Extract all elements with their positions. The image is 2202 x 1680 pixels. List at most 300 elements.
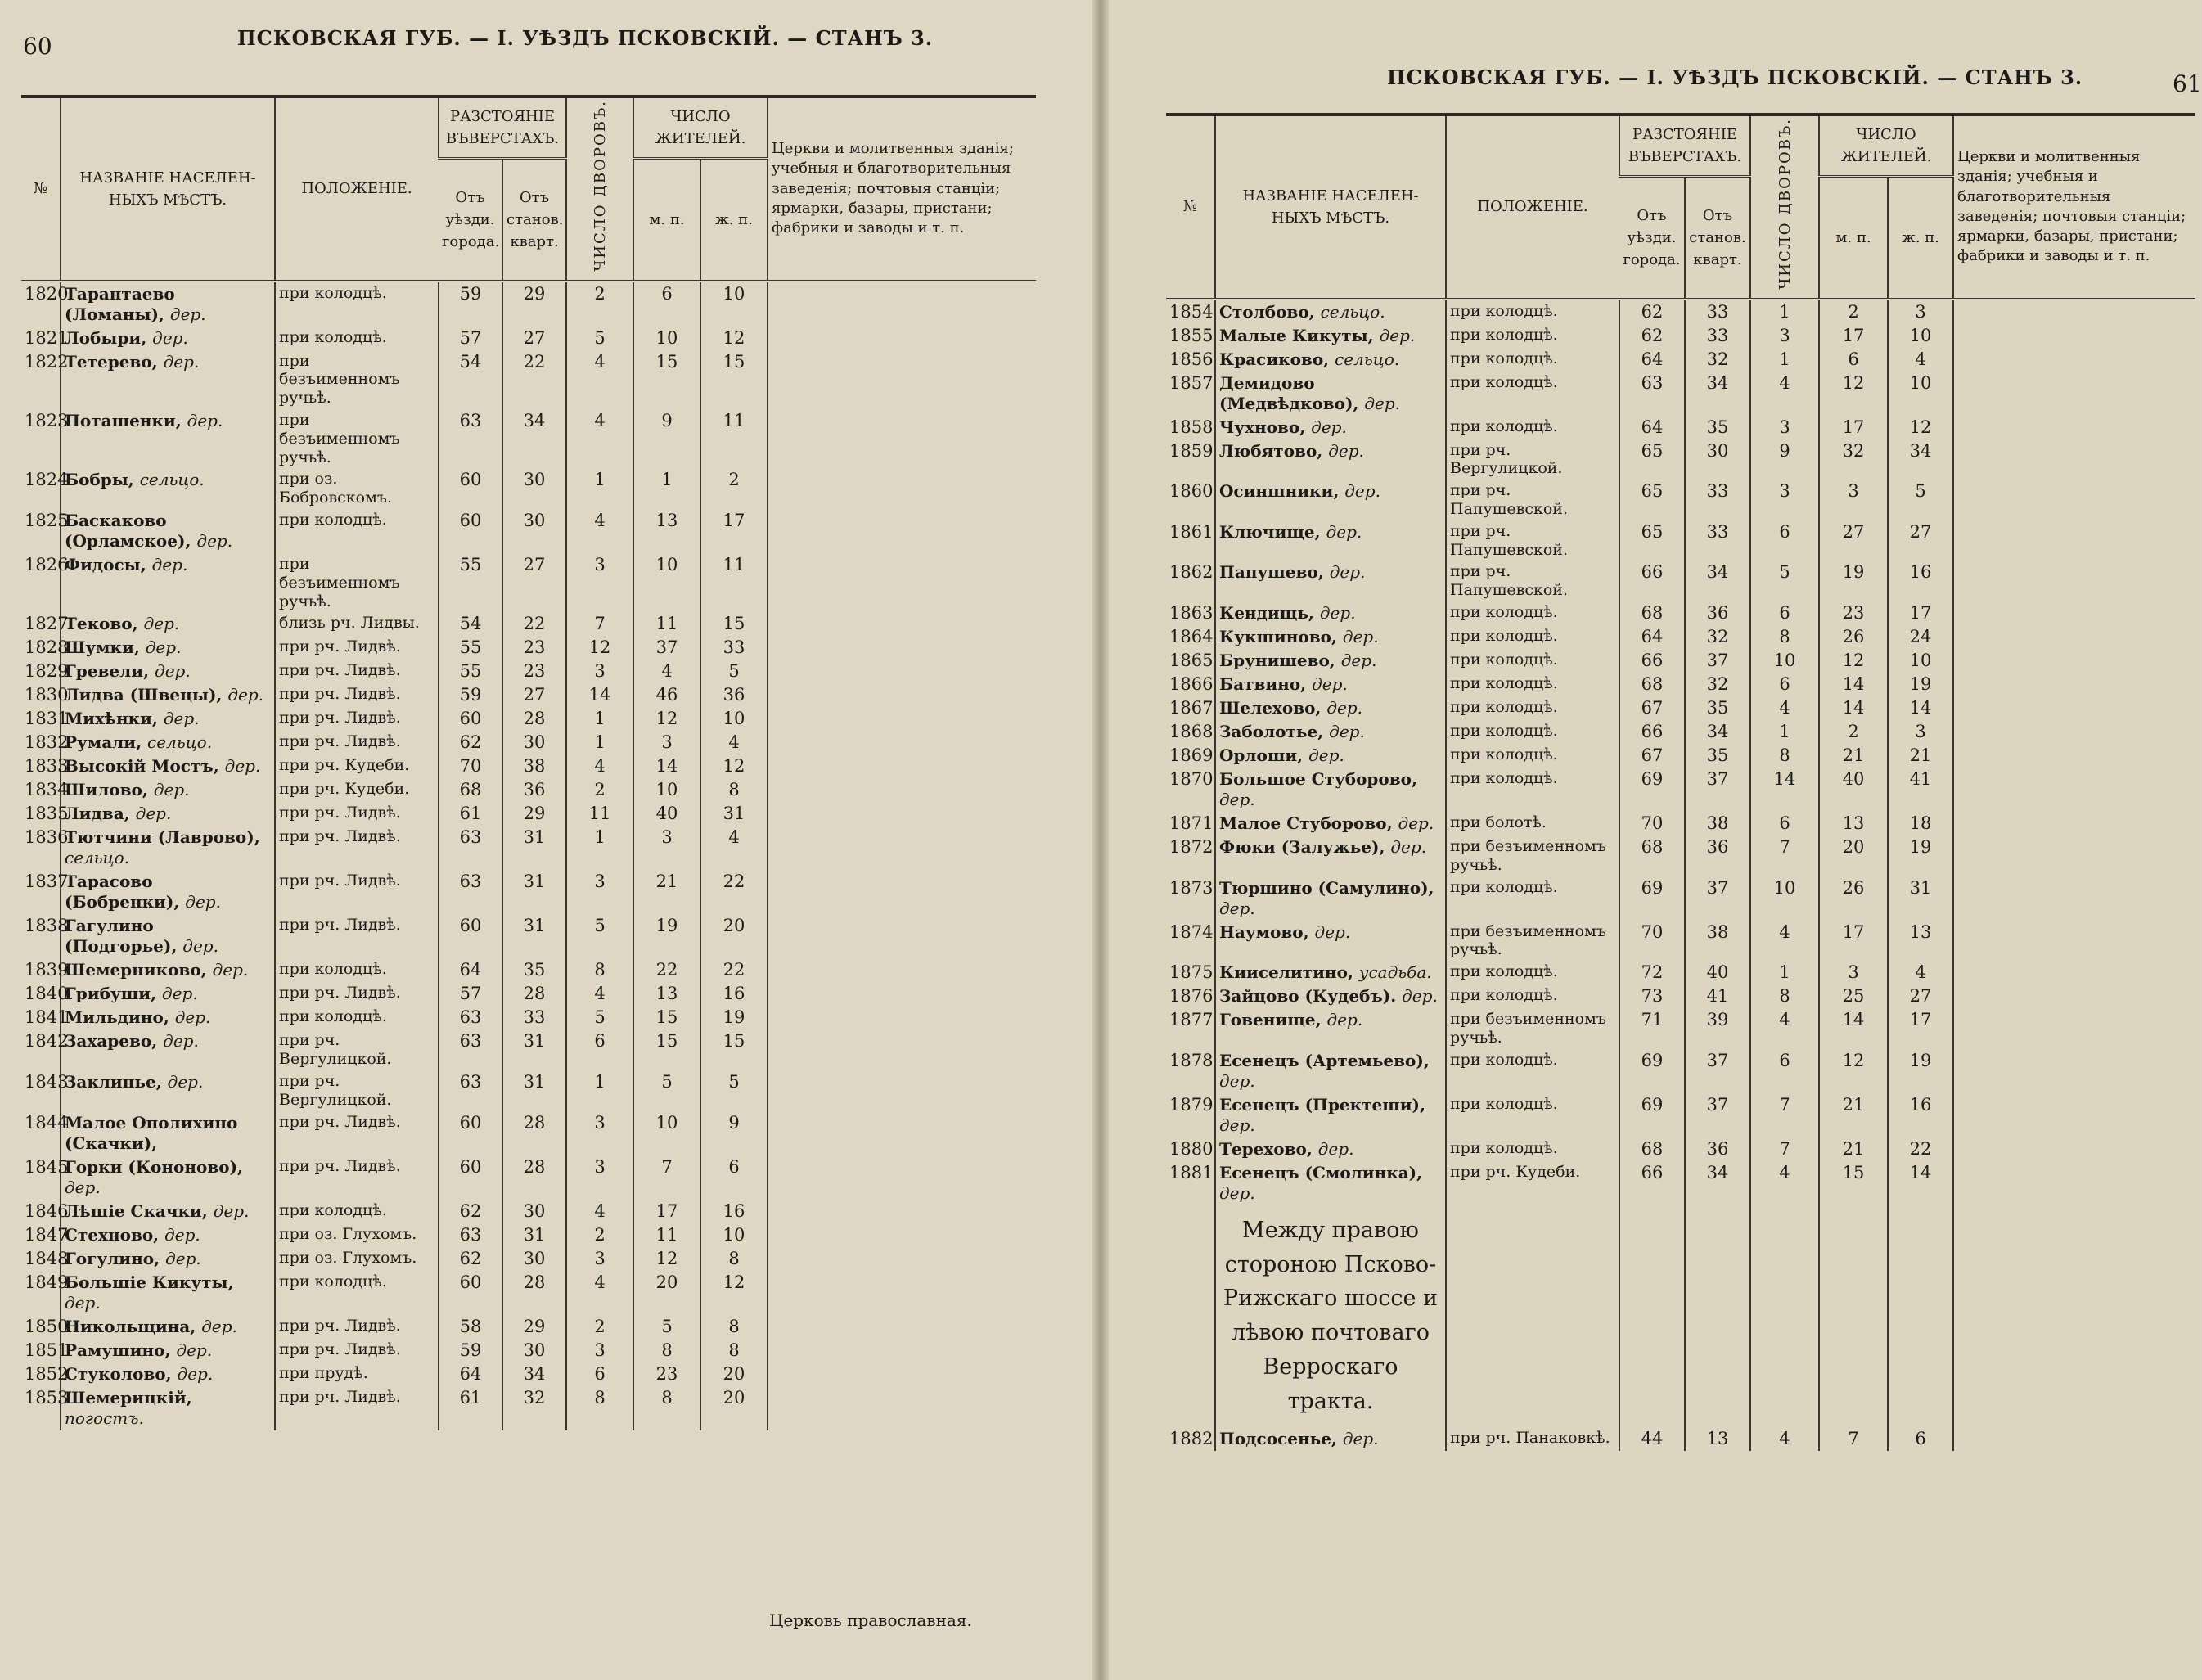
settlement-name-text: Мильдино, [65, 1007, 169, 1028]
distance-from-station: 38 [502, 754, 566, 778]
table-row [1166, 835, 2195, 876]
notes-cell [1953, 921, 2195, 962]
row-number: 1851 [25, 1340, 69, 1360]
male-count: 15 [633, 1006, 700, 1029]
position: при рч. Лидвѣ. [275, 660, 439, 683]
female-count: 18 [1888, 812, 1953, 835]
households: 1 [1750, 720, 1819, 744]
table-row [1166, 1049, 2195, 1093]
settlement-name [1215, 1049, 1446, 1093]
distance-from-city: 62 [1619, 324, 1685, 348]
col-name: НАЗВАНІЕ НАСЕЛЕН-НЫХЪ МѢСТЪ. [61, 97, 275, 281]
settlement-name-text: Наумово, [1219, 921, 1309, 942]
distance-from-station: 28 [502, 1271, 566, 1315]
notes-cell [768, 683, 1036, 707]
households: 7 [566, 612, 633, 636]
position: при колодцѣ. [1446, 299, 1619, 324]
male-count: 8 [633, 1339, 700, 1362]
settlement-name [1215, 601, 1446, 625]
row-number: 1855 [1169, 325, 1214, 345]
distance-from-city: 61 [439, 1386, 502, 1430]
female-count: 10 [700, 1223, 768, 1247]
settlement-name [1215, 768, 1446, 812]
distance-from-city: 72 [1619, 961, 1685, 984]
distance-from-city: 59 [439, 1339, 502, 1362]
distance-from-station: 33 [1685, 324, 1750, 348]
row-number: 1839 [25, 960, 69, 980]
settlement-type: дер. [153, 780, 190, 800]
female-count: 12 [700, 327, 768, 350]
settlement-name [61, 754, 275, 778]
distance-from-city: 67 [1619, 744, 1685, 768]
distance-from-city: 64 [439, 1362, 502, 1386]
church-note: Церковь православная. [769, 1610, 972, 1630]
settlement-name [61, 778, 275, 802]
position: при колодцѣ. [275, 1271, 439, 1315]
position: при рч. Лидвѣ. [275, 1339, 439, 1362]
row-number: 1826 [25, 555, 69, 574]
table-row [1166, 673, 2195, 696]
settlement-name-text: Бобры, [65, 470, 134, 490]
settlement-name-text: Малое Ополихино (Скачки), [65, 1112, 238, 1153]
settlement-name [1215, 1161, 1446, 1205]
households: 3 [566, 1339, 633, 1362]
settlement-name-text: Орлоши, [1219, 745, 1304, 765]
households: 9 [1750, 439, 1819, 480]
row-number: 1827 [25, 614, 69, 634]
notes-cell [768, 707, 1036, 731]
distance-from-station: 35 [1685, 744, 1750, 768]
settlement-name-text: Демидово (Медвѣдково), [1219, 372, 1359, 413]
distance-from-city: 66 [1619, 649, 1685, 673]
position: при колодцѣ. [1446, 720, 1619, 744]
distance-from-station: 27 [502, 327, 566, 350]
male-count: 21 [1819, 1137, 1888, 1161]
female-count: 31 [700, 802, 768, 826]
settlement-name-text: Есенецъ (Артемьево), [1219, 1050, 1430, 1070]
households: 2 [566, 778, 633, 802]
distance-from-city: 64 [1619, 625, 1685, 649]
table-row [21, 826, 1036, 870]
page-number: 60 [23, 33, 52, 60]
female-count: 14 [1888, 1161, 1953, 1205]
settlement-name [1215, 673, 1446, 696]
households: 4 [1750, 1427, 1819, 1451]
notes-cell [1953, 561, 2195, 601]
table-row [21, 1386, 1036, 1430]
col-male: м. п. [1819, 176, 1888, 299]
households: 2 [566, 281, 633, 327]
table-row [21, 636, 1036, 660]
position: при рч. Папушевской. [1446, 561, 1619, 601]
female-count: 22 [700, 870, 768, 914]
female-count: 8 [700, 1339, 768, 1362]
female-count: 10 [1888, 372, 1953, 416]
distance-from-station: 36 [1685, 1137, 1750, 1161]
table-row [1166, 876, 2195, 921]
row-number: 1857 [1169, 372, 1214, 393]
distance-from-city: 71 [1619, 1008, 1685, 1049]
male-count: 19 [1819, 561, 1888, 601]
settlement-type: сельцо. [1320, 301, 1385, 322]
distance-from-city: 58 [439, 1315, 502, 1339]
notes-cell [1953, 696, 2195, 720]
table-row [1166, 625, 2195, 649]
col-notes: Церкви и молитвенныя зданія; учебныя и благотворительныя заведенія; почтовыя станціи; ярмарки, базары, пристани; фабрики и заводы и т. п. [768, 97, 1036, 281]
notes-cell [768, 1247, 1036, 1271]
settlement-name [61, 826, 275, 870]
female-count: 31 [1888, 876, 1953, 921]
settlement-name-text: Столбово, [1219, 301, 1315, 322]
households: 11 [566, 802, 633, 826]
settlement-name [61, 660, 275, 683]
distance-from-station: 31 [502, 1223, 566, 1247]
households: 6 [1750, 1049, 1819, 1093]
table-row [1166, 299, 2195, 324]
female-count: 12 [1888, 416, 1953, 439]
households: 8 [1750, 625, 1819, 649]
row-number: 1877 [1169, 1010, 1214, 1030]
position: при оз. Бобровскомъ. [275, 468, 439, 509]
female-count: 22 [1888, 1137, 1953, 1161]
settlement-name-text: Баскаково (Орламское), [65, 511, 191, 551]
female-count: 4 [1888, 961, 1953, 984]
settlement-type: дер. [1326, 698, 1363, 718]
table-row [21, 958, 1036, 982]
settlement-name [61, 1339, 275, 1362]
notes-cell [768, 914, 1036, 958]
table-row [21, 1111, 1036, 1155]
position: близь рч. Лидвы. [275, 612, 439, 636]
row-number: 1871 [1169, 813, 1214, 833]
settlement-name [61, 1223, 275, 1247]
settlement-name-text: Грибуши, [65, 984, 157, 1004]
notes-cell [1953, 348, 2195, 372]
distance-from-station: 32 [1685, 673, 1750, 696]
settlement-name [61, 731, 275, 754]
notes-cell [768, 1386, 1036, 1430]
female-count: 3 [1888, 299, 1953, 324]
settlement-type: дер. [1314, 921, 1351, 942]
table-row [21, 731, 1036, 754]
col-position: ПОЛОЖЕНІЕ. [1446, 115, 1619, 299]
male-count: 12 [633, 1247, 700, 1271]
female-count: 27 [1888, 984, 1953, 1008]
notes-cell [768, 1339, 1036, 1362]
row-number: 1846 [25, 1200, 69, 1221]
female-count: 24 [1888, 625, 1953, 649]
notes-cell [768, 1155, 1036, 1200]
distance-from-station: 36 [1685, 601, 1750, 625]
notes-cell [768, 826, 1036, 870]
position: при колодцѣ. [1446, 876, 1619, 921]
settlement-name-text: Лидва, [65, 804, 130, 824]
settlement-type: сельцо. [1335, 349, 1400, 369]
distance-from-city: 66 [1619, 561, 1685, 601]
position: при колодцѣ. [1446, 416, 1619, 439]
settlement-name-text: Малое Стуборово, [1219, 813, 1393, 833]
settlement-name-text: Ключище, [1219, 521, 1321, 542]
male-count: 6 [633, 281, 700, 327]
left-page [0, 0, 1092, 1680]
settlement-name [1215, 961, 1446, 984]
distance-from-station: 33 [502, 1006, 566, 1029]
female-count: 16 [1888, 1093, 1953, 1137]
notes-cell [1953, 439, 2195, 480]
settlement-type: дер. [1219, 1182, 1255, 1203]
male-count: 23 [1819, 601, 1888, 625]
distance-from-city: 63 [439, 826, 502, 870]
notes-cell [768, 958, 1036, 982]
notes-cell [768, 1271, 1036, 1315]
female-count: 3 [1888, 720, 1953, 744]
notes-cell [768, 802, 1036, 826]
male-count: 15 [1819, 1161, 1888, 1205]
notes-cell [768, 350, 1036, 409]
male-count: 22 [633, 958, 700, 982]
distance-from-station: 27 [502, 683, 566, 707]
notes-cell [1953, 625, 2195, 649]
row-number: 1841 [25, 1007, 69, 1028]
male-count: 3 [1819, 961, 1888, 984]
settlement-type: дер. [143, 614, 180, 634]
households: 3 [566, 1155, 633, 1200]
distance-from-city: 68 [439, 778, 502, 802]
settlement-name-text: Шемерниково, [65, 960, 207, 980]
distance-from-station: 28 [502, 1155, 566, 1200]
settlement-name [1215, 625, 1446, 649]
settlement-type: дер. [176, 1340, 213, 1360]
settlement-name-text: Тюршино (Самулино), [1219, 877, 1434, 898]
table-row [21, 468, 1036, 509]
col-number: № [1166, 115, 1215, 299]
distance-from-city: 69 [1619, 876, 1685, 921]
settlement-name-text: Брунишево, [1219, 651, 1335, 670]
settlement-name-text: Кииселитино, [1219, 962, 1353, 983]
households: 2 [566, 1223, 633, 1247]
households: 7 [1750, 835, 1819, 876]
distance-from-station: 30 [502, 1339, 566, 1362]
male-count: 6 [1819, 348, 1888, 372]
male-count: 1 [633, 468, 700, 509]
male-count: 10 [633, 553, 700, 612]
distance-from-city: 63 [439, 1223, 502, 1247]
position: при колодцѣ. [275, 327, 439, 350]
row-number: 1862 [1169, 562, 1214, 583]
settlement-name-text: Захарево, [65, 1031, 158, 1052]
distance-from-station: 30 [502, 468, 566, 509]
settlement-name-text: Большое Стуборово, [1219, 769, 1417, 789]
settlement-name [61, 914, 275, 958]
female-count: 19 [1888, 673, 1953, 696]
settlement-name-text: Стуколово, [65, 1363, 172, 1384]
households: 4 [1750, 1008, 1819, 1049]
distance-from-station: 13 [1685, 1427, 1750, 1451]
households: 4 [1750, 372, 1819, 416]
households: 3 [1750, 416, 1819, 439]
distance-from-station: 34 [502, 409, 566, 468]
settlement-name-text: Заболотье, [1219, 722, 1324, 741]
table-row [1166, 1008, 2195, 1049]
distance-from-station: 30 [502, 731, 566, 754]
distance-from-station: 33 [1685, 480, 1750, 520]
households: 7 [1750, 1137, 1819, 1161]
female-count: 33 [700, 636, 768, 660]
distance-from-city: 62 [439, 1247, 502, 1271]
row-number: 1859 [1169, 440, 1214, 461]
distance-from-city: 70 [1619, 921, 1685, 962]
notes-cell [768, 1029, 1036, 1070]
notes-cell [1953, 1049, 2195, 1093]
notes-cell [768, 612, 1036, 636]
settlement-type: усадьба. [1358, 962, 1432, 983]
distance-from-city: 60 [439, 468, 502, 509]
distance-from-station: 23 [502, 660, 566, 683]
households: 3 [566, 1247, 633, 1271]
settlement-type: дер. [1319, 603, 1356, 623]
settlement-name-text: Говенище, [1219, 1010, 1322, 1030]
notes-cell [768, 982, 1036, 1006]
female-count: 11 [700, 409, 768, 468]
households: 1 [566, 826, 633, 870]
notes-cell [1953, 1427, 2195, 1451]
female-count: 12 [700, 1271, 768, 1315]
female-count: 17 [1888, 601, 1953, 625]
male-count: 20 [633, 1271, 700, 1315]
settlement-name-text: Кендищь, [1219, 603, 1314, 623]
distance-from-city: 55 [439, 553, 502, 612]
notes-cell [768, 327, 1036, 350]
distance-from-city: 69 [1619, 768, 1685, 812]
male-count: 17 [633, 1200, 700, 1223]
gutter [1092, 0, 1109, 1680]
notes-cell [1953, 601, 2195, 625]
position: при колодцѣ. [275, 509, 439, 553]
households: 4 [566, 509, 633, 553]
distance-from-city: 57 [439, 982, 502, 1006]
table-row [21, 1271, 1036, 1315]
distance-from-station: 22 [502, 350, 566, 409]
households: 2 [566, 1315, 633, 1339]
settlement-name [61, 683, 275, 707]
row-number: 1824 [25, 470, 69, 490]
households: 6 [1750, 673, 1819, 696]
distance-from-city: 59 [439, 683, 502, 707]
distance-from-station: 37 [1685, 1049, 1750, 1093]
row-number: 1834 [25, 780, 69, 800]
notes-cell [1953, 1008, 2195, 1049]
position: при колодцѣ. [1446, 324, 1619, 348]
position: при безъименномъ ручьѣ. [275, 350, 439, 409]
table-row [21, 778, 1036, 802]
col-from-station: Отъ станов. кварт. [1685, 176, 1750, 299]
settlement-type: дер. [163, 1031, 199, 1052]
settlement-type: дер. [212, 960, 249, 980]
notes-cell [768, 1006, 1036, 1029]
settlement-type: дер. [145, 637, 182, 658]
settlement-name-text: Есенецъ (Пректеши), [1219, 1094, 1425, 1115]
households: 14 [1750, 768, 1819, 812]
col-from-station: Отъ станов. кварт. [502, 158, 566, 281]
position: при рч. Вергулицкой. [1446, 439, 1619, 480]
settlement-name [61, 1386, 275, 1430]
table-row [1166, 921, 2195, 962]
row-number: 1822 [25, 351, 69, 372]
table-row [1166, 812, 2195, 835]
settlement-name [1215, 649, 1446, 673]
settlement-name-text: Батвино, [1219, 674, 1307, 694]
position: при колодцѣ. [1446, 744, 1619, 768]
row-number: 1847 [25, 1224, 69, 1245]
settlement-name-text: Шелехово, [1219, 698, 1322, 718]
notes-cell [768, 468, 1036, 509]
distance-from-city: 55 [439, 636, 502, 660]
distance-from-station: 30 [502, 509, 566, 553]
distance-from-station: 34 [1685, 561, 1750, 601]
households: 4 [566, 1271, 633, 1315]
female-count: 22 [700, 958, 768, 982]
female-count: 41 [1888, 768, 1953, 812]
table-row [21, 1223, 1036, 1247]
male-count: 14 [1819, 673, 1888, 696]
col-male: м. п. [633, 158, 700, 281]
distance-from-station: 32 [1685, 348, 1750, 372]
female-count: 15 [700, 1029, 768, 1070]
row-number: 1870 [1169, 769, 1214, 789]
col-position: ПОЛОЖЕНІЕ. [275, 97, 439, 281]
distance-from-city: 57 [439, 327, 502, 350]
table-row [1166, 744, 2195, 768]
settlement-name-text: Рамушино, [65, 1340, 171, 1360]
settlement-type: дер. [1379, 325, 1416, 345]
male-count: 25 [1819, 984, 1888, 1008]
settlement-name-text: Горки (Кононово), [65, 1156, 243, 1177]
distance-from-station: 33 [1685, 520, 1750, 561]
position: при рч. Лидвѣ. [275, 826, 439, 870]
position: при безъименномъ ручьѣ. [1446, 1008, 1619, 1049]
row-number: 1821 [25, 327, 69, 348]
settlement-name-text: Шилово, [65, 780, 148, 800]
row-number: 1823 [25, 411, 69, 431]
settlement-name-text: Тарасово (Бобренки), [65, 872, 180, 912]
settlement-type: дер. [165, 1248, 201, 1268]
row-number: 1831 [25, 709, 69, 729]
male-count: 4 [633, 660, 700, 683]
distance-from-station: 37 [1685, 649, 1750, 673]
settlement-name [61, 509, 275, 553]
female-count: 17 [700, 509, 768, 553]
distance-from-station: 30 [502, 1200, 566, 1223]
position: при рч. Панаковкѣ. [1446, 1427, 1619, 1451]
table-row [21, 509, 1036, 553]
households: 3 [566, 1111, 633, 1155]
notes-cell [1953, 1161, 2195, 1205]
male-count: 12 [1819, 1049, 1888, 1093]
households: 4 [566, 754, 633, 778]
settlement-name-text: Осиншники, [1219, 481, 1340, 502]
notes-cell [768, 1111, 1036, 1155]
households: 4 [566, 1200, 633, 1223]
settlement-name [1215, 812, 1446, 835]
distance-from-station: 29 [502, 802, 566, 826]
distance-from-station: 37 [1685, 768, 1750, 812]
row-number: 1853 [25, 1387, 69, 1408]
position: при безъименномъ ручьѣ. [1446, 921, 1619, 962]
table-row [1166, 768, 2195, 812]
table-row [21, 707, 1036, 731]
settlement-name [61, 1271, 275, 1315]
settlement-type: дер. [1219, 790, 1255, 809]
